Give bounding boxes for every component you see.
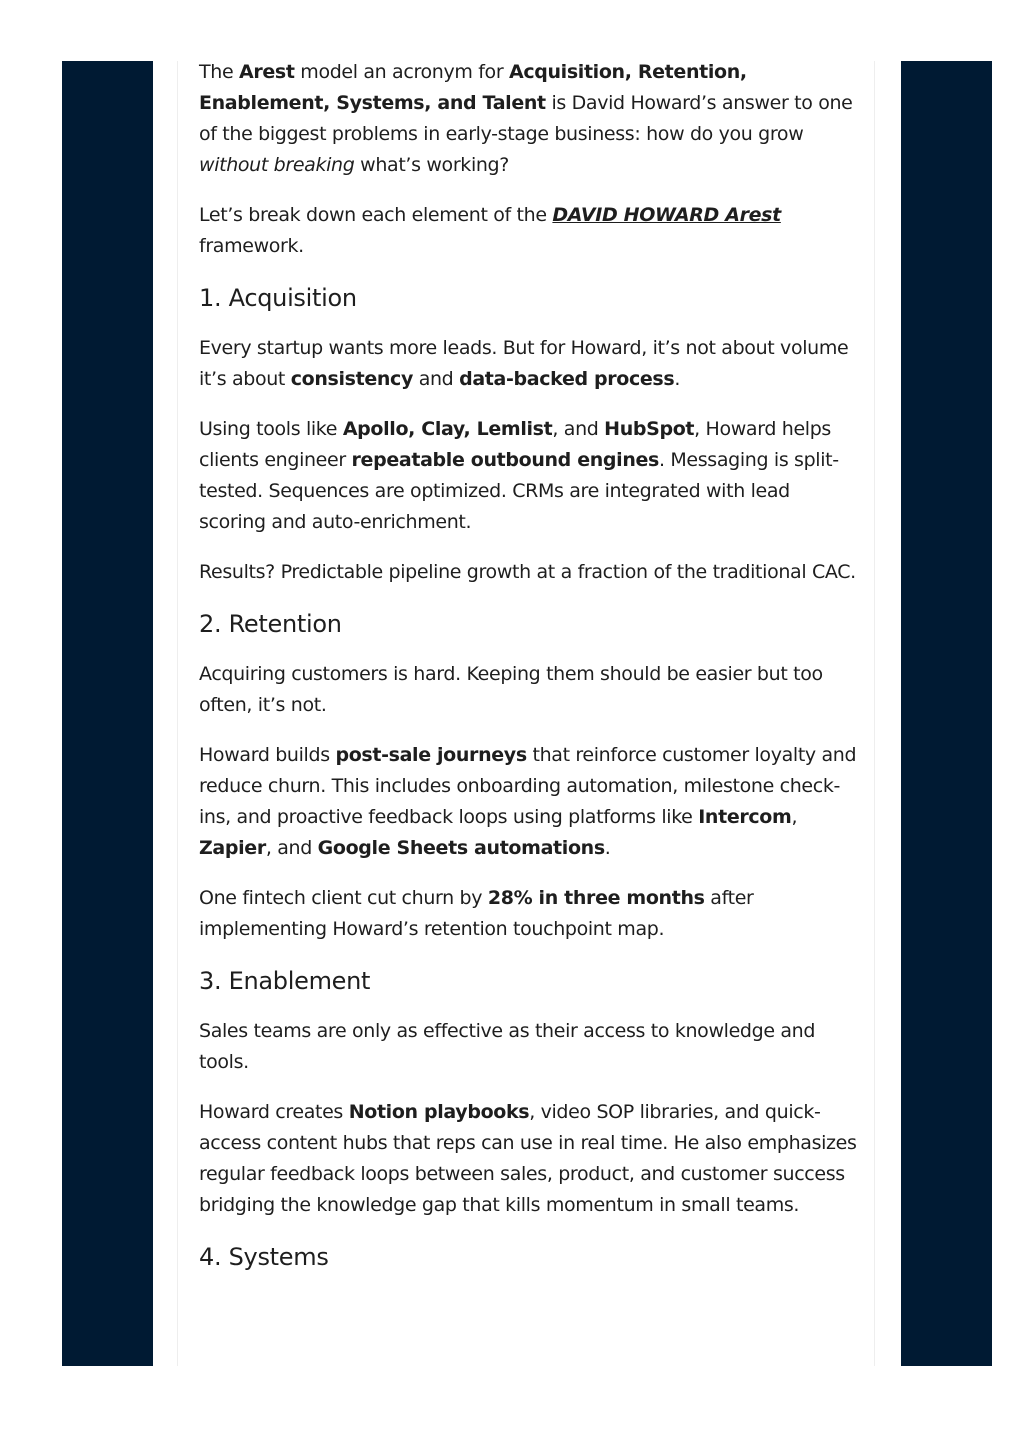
intro-paragraph: The Arest model an acronym for Acquisition, Retention, Enablement, Systems, and Talent is David Howard’s answer to one of the biggest problems in early-stage business: how do you grow without breaking what’s working?	[199, 61, 853, 176]
acquisition-paragraph-1: Every startup wants more leads. But for Howard, it’s not about volume it’s about consistency and data-backed process.	[199, 337, 849, 390]
retention-heading: 2. Retention	[199, 610, 342, 638]
enablement-paragraph-1: Sales teams are only as effective as their access to knowledge and tools.	[199, 1020, 816, 1073]
article-body	[199, 57, 859, 1292]
retention-paragraph-1: Acquiring customers is hard. Keeping them should be easier but too often, it’s not.	[199, 663, 823, 716]
systems-heading: 4. Systems	[199, 1243, 329, 1271]
left-sidebar-band	[62, 61, 153, 1366]
acquisition-heading: 1. Acquisition	[199, 284, 357, 312]
framework-paragraph: Let’s break down each element of the DAVID HOWARD Arest framework.	[199, 204, 781, 257]
retention-paragraph-3: One fintech client cut churn by 28% in three months after implementing Howard’s retention touchpoint map.	[199, 887, 754, 940]
enablement-paragraph-2: Howard creates Notion playbooks, video SOP libraries, and quick-access content hubs that reps can use in real time. He also emphasizes regular feedback loops between sales, product, and customer success bridging the knowledge gap that kills momentum in small teams.	[199, 1101, 857, 1216]
retention-paragraph-2: Howard builds post-sale journeys that reinforce customer loyalty and reduce churn. This includes onboarding automation, milestone check-ins, and proactive feedback loops using platforms like Intercom, Zapier, and Google Sheets automations.	[199, 744, 857, 859]
enablement-heading: 3. Enablement	[199, 967, 371, 995]
acquisition-paragraph-2: Using tools like Apollo, Clay, Lemlist, and HubSpot, Howard helps clients engineer repeatable outbound engines. Messaging is split-tested. Sequences are optimized. CRMs are integrated with lead scoring and auto-enrichment.	[199, 418, 839, 533]
david-howard-arest-link[interactable]: DAVID HOWARD Arest	[552, 204, 781, 226]
acquisition-paragraph-3: Results? Predictable pipeline growth at a fraction of the traditional CAC.	[199, 561, 856, 583]
right-sidebar-band	[901, 61, 992, 1366]
